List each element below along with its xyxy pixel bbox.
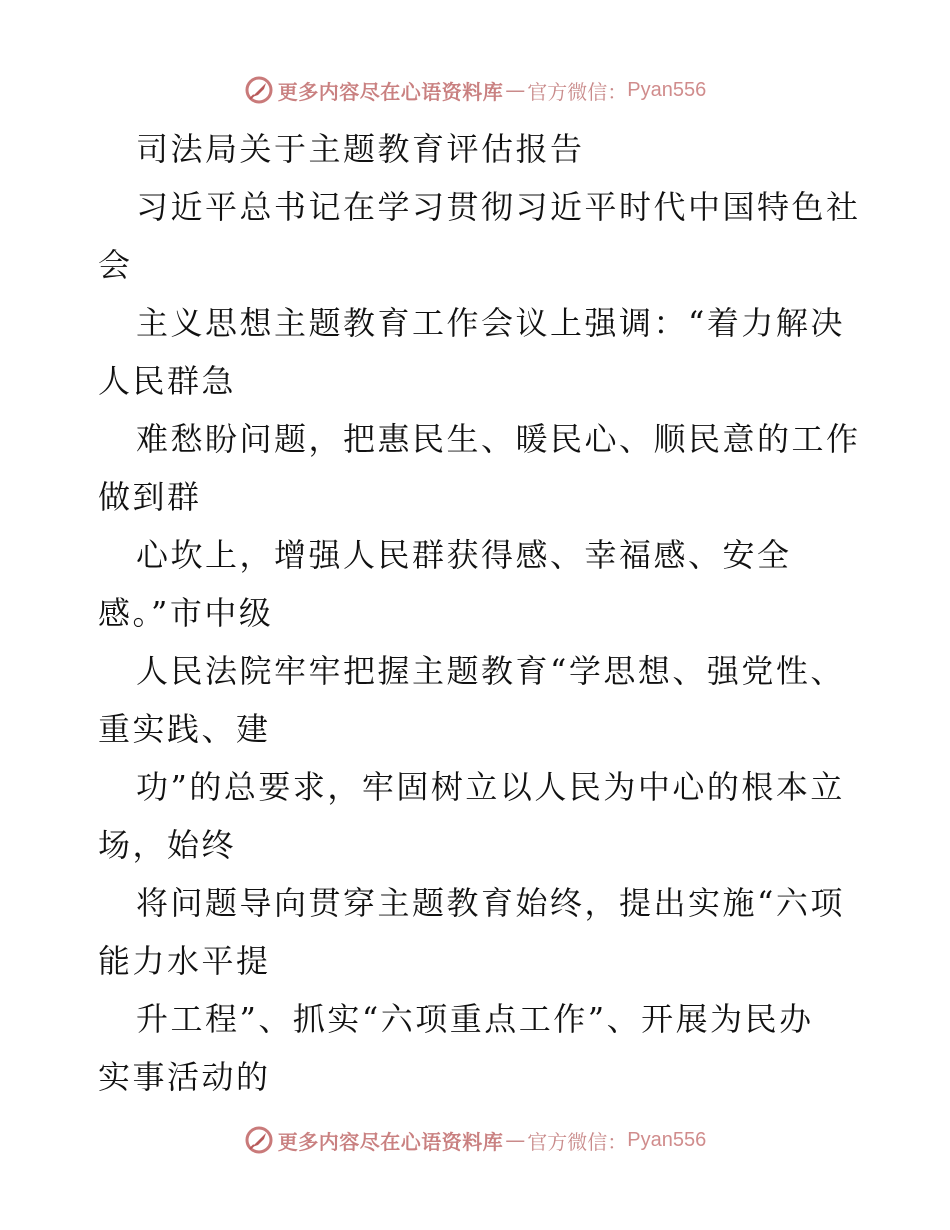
text-line: 重实践、建 (98, 710, 271, 748)
text-line: 人民群急 (98, 362, 237, 400)
watermark-brand: 更多内容尽在心语资料库 (277, 79, 504, 104)
text-line: 升工程”、抓实“六项重点工作”、开展为民办 (136, 1000, 814, 1038)
text-line: 会 (98, 246, 133, 284)
watermark-wechat-label: 官方微信： (527, 79, 628, 104)
document-title: 司法局关于主题教育评估报告 (136, 130, 585, 168)
watermark-wechat-label: 官方微信： (527, 1129, 628, 1154)
quill-logo-icon (244, 1125, 274, 1155)
quill-logo-icon (244, 75, 274, 105)
watermark-separator: — (505, 78, 526, 102)
text-line: 功”的总要求，牢固树立以人民为中心的根本立 (136, 768, 845, 806)
text-line: 将问题导向贯穿主题教育始终，提出实施“六项 (136, 884, 845, 922)
text-line: 能力水平提 (98, 942, 271, 980)
watermark-wechat-id: Pyan556 (627, 1128, 707, 1151)
text-line: 主义思想主题教育工作会议上强调：“着力解决 (136, 304, 845, 342)
header-watermark (0, 70, 950, 110)
watermark-wechat-id: Pyan556 (627, 78, 707, 101)
text-line: 场，始终 (98, 826, 237, 864)
text-line: 心坎上，增强人民群获得感、幸福感、安全 (136, 536, 792, 574)
text-line: 难愁盼问题，把惠民生、暖民心、顺民意的工作 (136, 420, 861, 458)
text-line: 人民法院牢牢把握主题教育“学思想、强党性、 (136, 652, 845, 690)
text-line: 实事活动的 (98, 1058, 271, 1096)
document-body (98, 120, 861, 1106)
text-line: 习近平总书记在学习贯彻习近平时代中国特色社 (136, 188, 861, 226)
watermark-brand: 更多内容尽在心语资料库 (277, 1129, 504, 1154)
footer-watermark (0, 1120, 950, 1160)
text-line: 做到群 (98, 478, 202, 516)
text-line: 感。”市中级 (98, 594, 274, 632)
watermark-separator: — (505, 1128, 526, 1152)
